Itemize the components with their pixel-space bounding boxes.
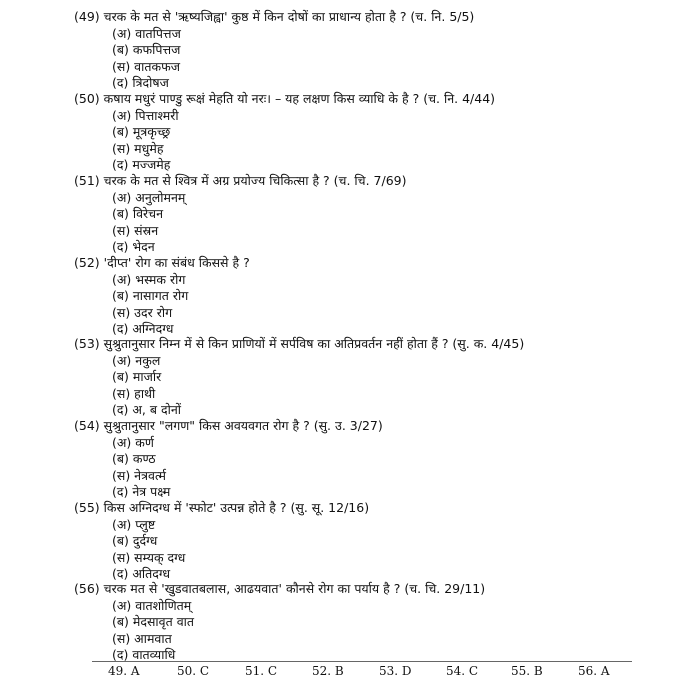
question-text: (50) कषाय मधुरं पाण्डु रूक्षं मेहति यो नरः। – यह लक्षण किस व्याधि के है ? (च. नि. 4/44) — [74, 91, 496, 106]
answer-key-item: 50. C — [177, 664, 210, 678]
answer-option: (अ) कर्ण — [112, 434, 154, 450]
answer-option: (द) वातव्याधि — [112, 647, 176, 662]
answer-option: (स) उदर रोग — [112, 304, 173, 320]
answer-option: (अ) वातपित्तज — [112, 25, 181, 41]
answer-option: (ब) कण्ठ — [112, 451, 156, 466]
answer-option: (ब) कफपित्तज — [112, 42, 181, 57]
answer-option: (ब) विरेचन — [112, 206, 164, 221]
question-text: (55) किस अग्निदग्ध में 'स्फोट' उत्पन्न होते है ? (सु. सू. 12/16) — [74, 500, 370, 515]
answer-key-item: 54. C — [446, 664, 479, 678]
answer-option: (स) हाथी — [112, 385, 156, 401]
answer-option: (अ) प्लुष्ट — [112, 516, 156, 532]
question-text: (52) 'दीप्त' रोग का संबंध किससे है ? — [74, 255, 250, 270]
answer-option: (स) संस्रन — [112, 222, 159, 238]
answer-option: (स) नेत्रवर्त्म — [112, 467, 166, 483]
answer-option: (ब) मूत्रकृच्छ्र — [112, 124, 171, 139]
answer-key-item: 55. B — [511, 664, 543, 678]
answer-key-item: 52. B — [312, 664, 344, 678]
answer-option: (द) अतिदग्ध — [112, 566, 171, 581]
answer-option: (द) अ, ब दोनों — [112, 402, 182, 417]
answer-option: (द) भेदन — [112, 239, 155, 254]
answer-option: (अ) नकुल — [112, 352, 161, 368]
question-text: (56) चरक मत से 'खुडवातबलास, आढयवात' कौनसे रोग का पर्याय है ? (च. चि. 29/11) — [74, 581, 486, 596]
answer-option: (द) मज्जमेह — [112, 157, 171, 172]
answer-key-item: 51. C — [245, 664, 278, 678]
answer-option: (द) त्रिदोषज — [112, 75, 169, 90]
answer-option: (स) आमवात — [112, 630, 172, 646]
answer-option: (ब) मार्जार — [112, 369, 162, 384]
answer-option: (द) नेत्र पक्ष्म — [112, 484, 171, 499]
question-text: (49) चरक के मत से 'ऋष्यजिह्वा' कुष्ठ में किन दोषों का प्राधान्य होता है ? (च. नि. 5/5) — [74, 9, 475, 24]
answer-key-divider — [92, 661, 632, 662]
answer-option: (अ) पित्ताश्मरी — [112, 107, 179, 123]
answer-key-item: 53. D — [379, 664, 412, 678]
answer-option: (ब) मेदसावृत वात — [112, 614, 195, 629]
answer-option: (ब) दुर्दग्ध — [112, 533, 158, 548]
answer-key-item: 49. A — [108, 664, 140, 678]
answer-key-item: 56. A — [578, 664, 610, 678]
answer-option: (स) मधुमेह — [112, 140, 164, 156]
answer-option: (अ) अनुलोमनम् — [112, 189, 186, 205]
question-text: (54) सुश्रुतानुसार "लगण" किस अवयवगत रोग है ? (सु. उ. 3/27) — [74, 418, 383, 433]
answer-option: (द) अग्निदग्ध — [112, 321, 174, 336]
answer-option: (अ) वातशोणितम् — [112, 597, 192, 613]
answer-option: (अ) भस्मक रोग — [112, 271, 186, 287]
question-text: (51) चरक के मत से श्वित्र में अग्र प्रयोज्य चिकित्सा है ? (च. चि. 7/69) — [74, 173, 407, 188]
answer-option: (ब) नासागत रोग — [112, 288, 189, 303]
answer-option: (स) सम्यक् दग्ध — [112, 549, 186, 565]
answer-option: (स) वातकफज — [112, 58, 181, 74]
question-text: (53) सुश्रुतानुसार निम्न में से किन प्राणियों में सर्पविष का अतिप्रवर्तन नहीं होता हैं ? (सु. क. 4/45) — [74, 336, 525, 351]
